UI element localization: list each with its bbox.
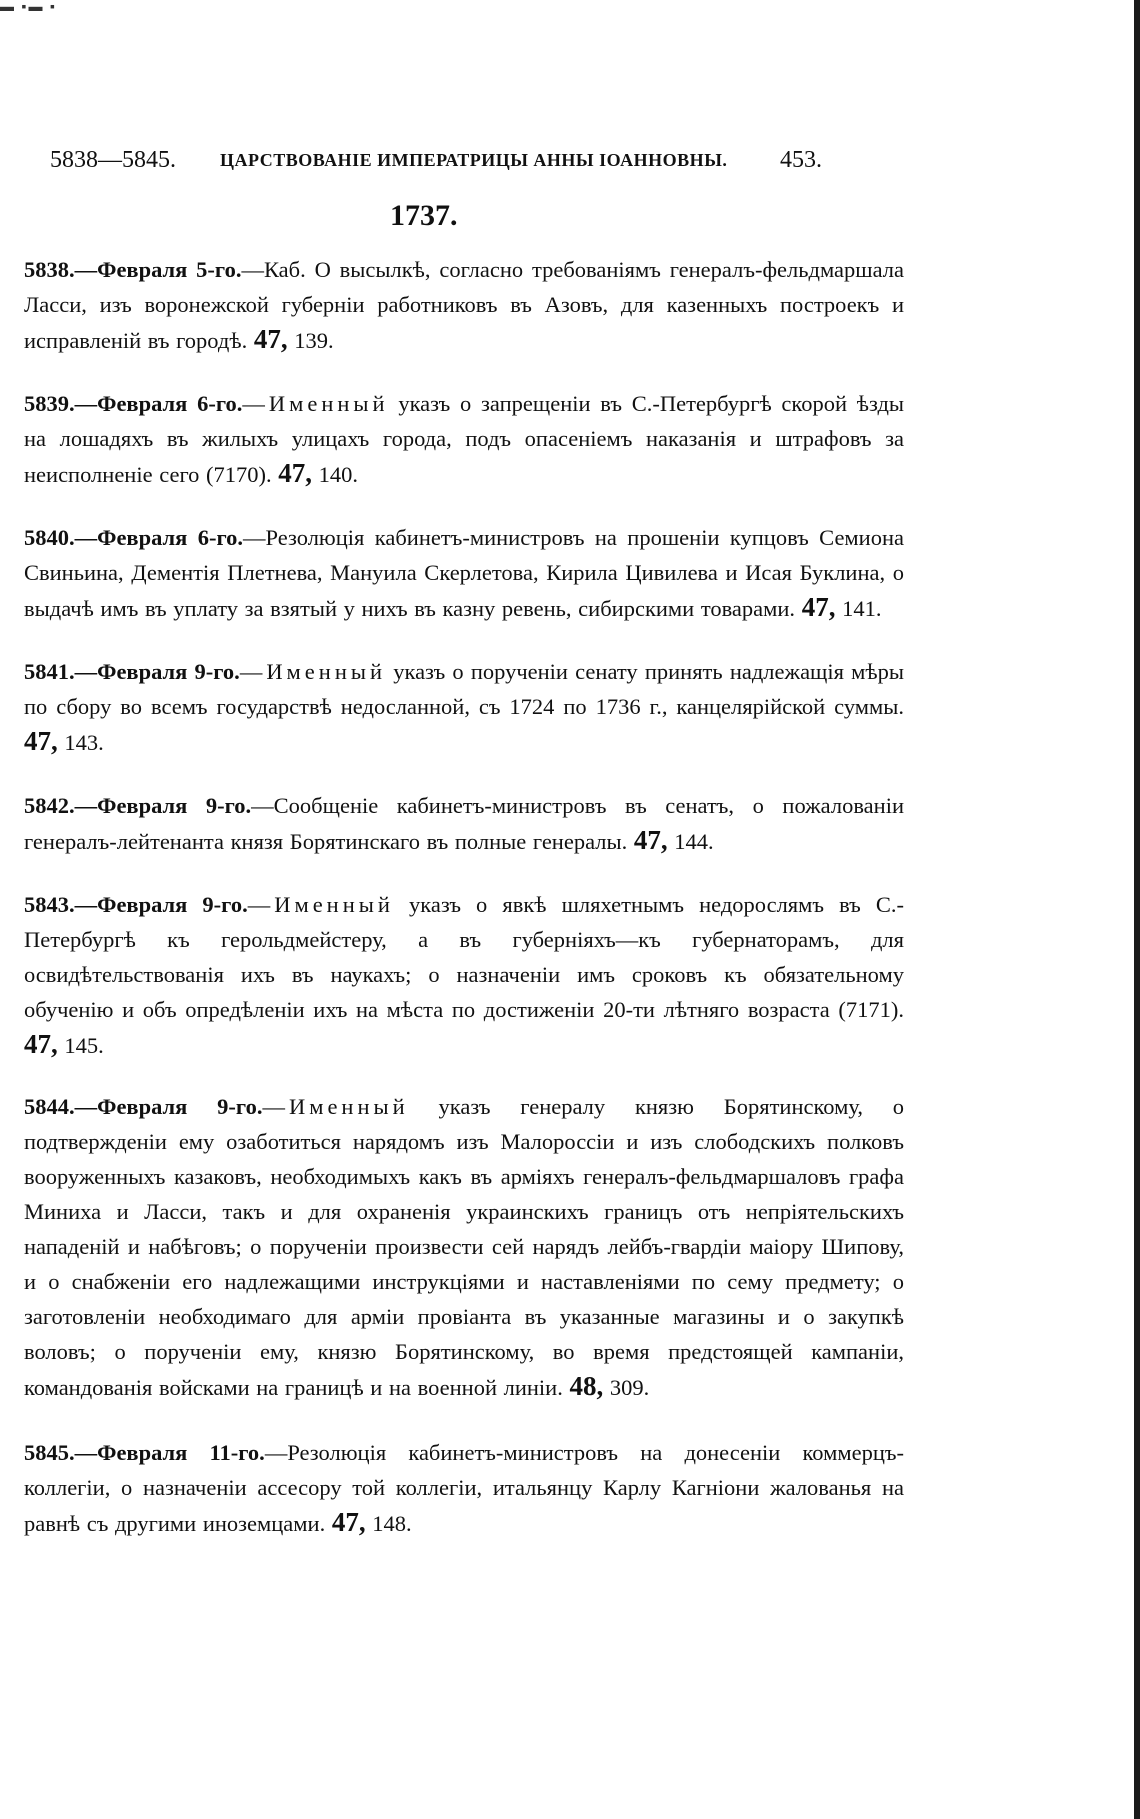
entry-date: —Февраля 9-го. xyxy=(74,793,252,818)
entry-volume: 47, xyxy=(331,1507,366,1537)
entry-5839 xyxy=(24,386,904,492)
entry-act-type: —Именный xyxy=(242,391,389,416)
entry-number: 5843. xyxy=(24,892,75,917)
page-number: 453. xyxy=(780,147,822,173)
entry-text: указъ о запрещеніи въ С.-Петербургѣ скорой ѣзды на лошадяхъ въ жилыхъ улицахъ города, подъ опасеніемъ наказанія и штрафовъ за неисполненіе сего (7170). xyxy=(24,391,905,487)
entry-5840 xyxy=(24,520,904,626)
entry-act-type: —Именный xyxy=(262,1094,409,1119)
entry-page-ref: 145. xyxy=(64,1033,104,1058)
entry-date: —Февраля 6-го. xyxy=(74,525,244,550)
entry-text: —Сообщеніе кабинетъ-министровъ въ сенатъ, о пожалованіи генералъ-лейтенанта князя Борятинскаго въ полные генералы. xyxy=(24,793,904,854)
entry-act-type: —Именный xyxy=(239,659,387,684)
entry-volume: 47, xyxy=(24,726,58,756)
entry-page-ref: 141. xyxy=(842,596,882,621)
year-heading: 1737. xyxy=(390,199,458,232)
entry-volume: 47, xyxy=(633,825,668,855)
entry-5843 xyxy=(24,887,904,1063)
entry-5838 xyxy=(24,252,904,358)
entry-5842 xyxy=(24,788,904,859)
entry-page-ref: 143. xyxy=(64,730,104,755)
entry-volume: 47, xyxy=(24,1029,58,1059)
entry-text: указъ о явкѣ шляхетнымъ недорослямъ въ С.-Петербургѣ къ герольдмейстеру, а въ губерніяхъ—къ губернаторамъ, для освидѣтельствованія ихъ въ наукахъ; о назначеніи имъ сроковъ къ обязательному обученію и объ опредѣленіи ихъ на мѣста по достиженіи 20-ти лѣтняго возраста (7171). xyxy=(24,892,904,1022)
entry-number: 5839. xyxy=(24,391,75,416)
entry-number: 5845. xyxy=(24,1440,75,1465)
entry-text: —Каб. О высылкѣ, согласно требованіямъ генералъ-фельдмаршала Ласси, изъ воронежской губерніи работниковъ въ Азовъ, для казенныхъ построекъ и исправленій въ городѣ. xyxy=(24,257,904,353)
entry-5841 xyxy=(24,654,904,760)
entry-page-ref: 148. xyxy=(372,1511,412,1536)
scan-artifact: ▬ ▪▬ ▪ xyxy=(0,0,57,15)
entry-page-ref: 309. xyxy=(609,1375,650,1400)
entry-number: 5840. xyxy=(24,525,75,550)
entry-number: 5842. xyxy=(24,793,75,818)
header-number-range: 5838—5845. xyxy=(50,147,176,173)
entry-date: —Февраля 11-го. xyxy=(74,1440,265,1465)
running-header xyxy=(50,140,850,180)
entry-number: 5841. xyxy=(24,659,75,684)
page-edge-rule xyxy=(1134,0,1140,1819)
entry-text: —Резолюція кабинетъ-министровъ на прошеніи купцовъ Семиона Свиньина, Дементія Плетнева, Мануила Скерлетова, Кирила Цивилева и Исая Буклина, о выдачѣ имъ въ уплату за взятый у нихъ въ казну ревень, сибирскими товарами. xyxy=(24,525,904,621)
entry-number: 5844. xyxy=(24,1094,75,1119)
entry-volume: 47, xyxy=(278,458,312,488)
entry-5845 xyxy=(24,1435,904,1541)
entry-volume: 47, xyxy=(253,324,288,354)
entries-list xyxy=(24,252,904,1569)
entry-page-ref: 144. xyxy=(674,829,714,854)
entry-text: указъ генералу князю Борятинскому, о подтвержденіи ему озаботиться нарядомъ изъ Малороссіи и изъ слободскихъ полковъ вооруженныхъ казаковъ, необходимыхъ какъ въ арміяхъ генералъ-фельдмаршаловъ графа Миниха и Ласси, такъ и для охраненія украинскихъ границъ отъ непріятельскихъ нападеній и набѣговъ; о порученіи произвести сей нарядъ лейбъ-гвардіи маіору Шипову, и о снабженіи его надлежащими инструкціями и наставленіями по сему предмету; о заготовленіи необходимаго для арміи провіанта въ указанные магазины и о закупкѣ воловъ; о порученіи ему, князю Борятинскому, во время предстоящей кампаніи, командованія войсками на границѣ и на военной линіи. xyxy=(24,1094,905,1400)
entry-volume: 48, xyxy=(569,1371,604,1401)
entry-volume: 47, xyxy=(801,592,836,622)
entry-page-ref: 139. xyxy=(294,328,334,353)
entry-page-ref: 140. xyxy=(318,462,358,487)
header-title: ЦАРСТВОВАНІЕ ИМПЕРАТРИЦЫ АННЫ ІОАННОВНЫ. xyxy=(220,150,728,170)
entry-text: указъ о порученіи сенату принять надлежащія мѣры по сбору во всемъ государствѣ недосланной, съ 1724 по 1736 г., канцелярійской суммы. xyxy=(24,659,904,719)
entry-date: —Февраля 9-го. xyxy=(74,659,240,684)
entry-number: 5838. xyxy=(24,257,75,282)
entry-act-type: —Именный xyxy=(247,892,394,917)
entry-text: —Резолюція кабинетъ-министровъ на донесеніи коммерцъ-коллегіи, о назначеніи ассесору той коллегіи, итальянцу Карлу Кагніони жалованья на равнѣ съ другими иноземцами. xyxy=(24,1440,904,1536)
entry-date: —Февраля 6-го. xyxy=(74,391,243,416)
entry-date: —Февраля 9-го. xyxy=(74,892,248,917)
entry-5844 xyxy=(24,1089,904,1405)
entry-date: —Февраля 9-го. xyxy=(74,1094,263,1119)
entry-date: —Февраля 5-го. xyxy=(74,257,242,282)
